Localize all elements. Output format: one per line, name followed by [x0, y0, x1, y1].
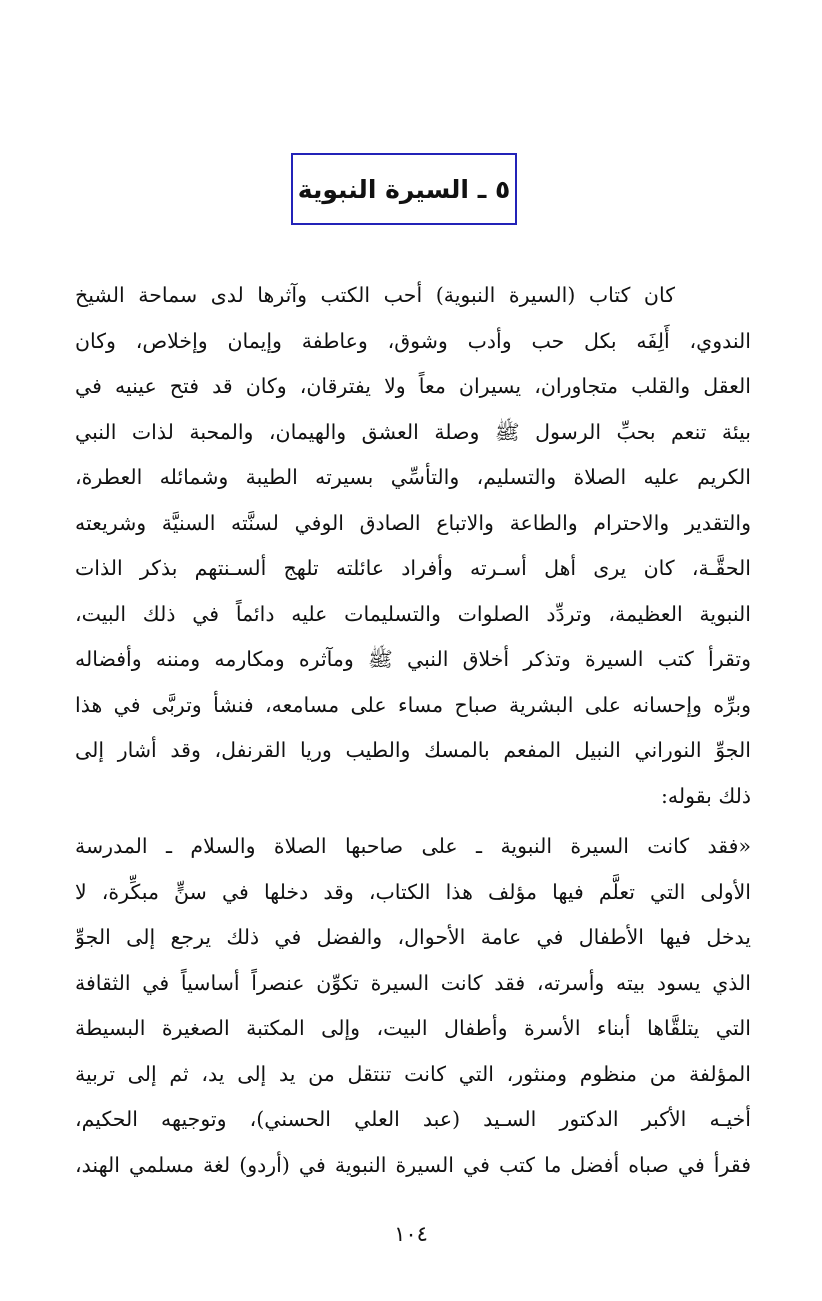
text-line: النبوية العظيمة، وتردِّد الصلوات والتسليمات عليه دائماً في ذلك البيت،	[75, 601, 751, 626]
text-line: العقل والقلب متجاوران، يسيران معاً ولا يفترقان، وكان قد فتح عينيه في	[75, 374, 751, 398]
paragraph-2-quote	[75, 824, 751, 1188]
text-line: وبرِّه وإحسانه على البشرية صباح مساء على مسامعه، فنشأ وتربَّى في هذا	[75, 692, 751, 717]
text-line: الكريم عليه الصلاة والتسليم، والتأسِّي بسيرته الطيبة وشمائله العطرة،	[75, 465, 751, 489]
text-line: أخيـه الأكبر الدكتور السـيد (عبد العلي الحسني)، وتوجيهه الحكيم،	[75, 1107, 751, 1131]
page-number: ١٠٤	[394, 1222, 428, 1246]
text-line: الجوِّ النوراني النبيل المفعم بالمسك والطيب وريا القرنفل، وقد أشار إلى	[75, 738, 751, 762]
chapter-title: ٥ ـ السيرة النبوية	[297, 174, 511, 204]
text-line: يدخل فيها الأطفال في عامة الأحوال، والفضل في ذلك يرجع إلى الجوِّ	[75, 925, 751, 949]
text-line: «فقد كانت السيرة النبوية ـ على صاحبها الصلاة والسلام ـ المدرسة	[75, 834, 751, 858]
text-line: الذي يسود بيته وأسرته، فقد كانت السيرة تكوِّن عنصراً أساسياً في الثقافة	[75, 970, 751, 995]
text-line: ذلك بقوله:	[661, 783, 751, 808]
text-line: فقرأ في صباه أفضل ما كتب في السيرة النبوية في (أردو) لغة مسلمي الهند،	[75, 1152, 751, 1177]
text-line: المؤلفة من منظوم ومنثور، التي كانت تنتقل من يد إلى يد، ثم إلى تربية	[75, 1061, 751, 1086]
text-line: الحقَّـة، كان يرى أهل أسـرته وأفراد عائلته تلهج ألسـنتهم بذكر الذات	[75, 556, 751, 580]
text-line: وتقرأ كتب السيرة وتذكر أخلاق النبي ﷺ ومآثره ومكارمه ومننه وأفضاله	[75, 647, 751, 671]
text-line: كان كتاب (السيرة النبوية) أحب الكتب وآثرها لدى سماحة الشيخ	[75, 283, 675, 307]
text-line: بيئة تنعم بحبِّ الرسول ﷺ وصلة العشق والهيمان، والمحبة لذات النبي	[75, 419, 751, 444]
text-line: والتقدير والاحترام والطاعة والاتباع الصادق الوفي لسنَّته السنيَّة وشريعته	[75, 510, 751, 535]
text-line: الأولى التي تعلَّم فيها مؤلف هذا الكتاب، وقد دخلها في سنٍّ مبكِّرة، لا	[75, 879, 751, 904]
text-line: التي يتلقَّاها أبناء الأسرة وأطفال البيت، وإلى المكتبة الصغيرة البسيطة	[75, 1016, 751, 1040]
chapter-title-box	[291, 153, 517, 225]
text-line: الندوي، أَلِفَه بكل حب وأدب وشوق، وعاطفة وإيمان وإخلاص، وكان	[75, 328, 751, 353]
paragraph-1	[75, 273, 751, 819]
